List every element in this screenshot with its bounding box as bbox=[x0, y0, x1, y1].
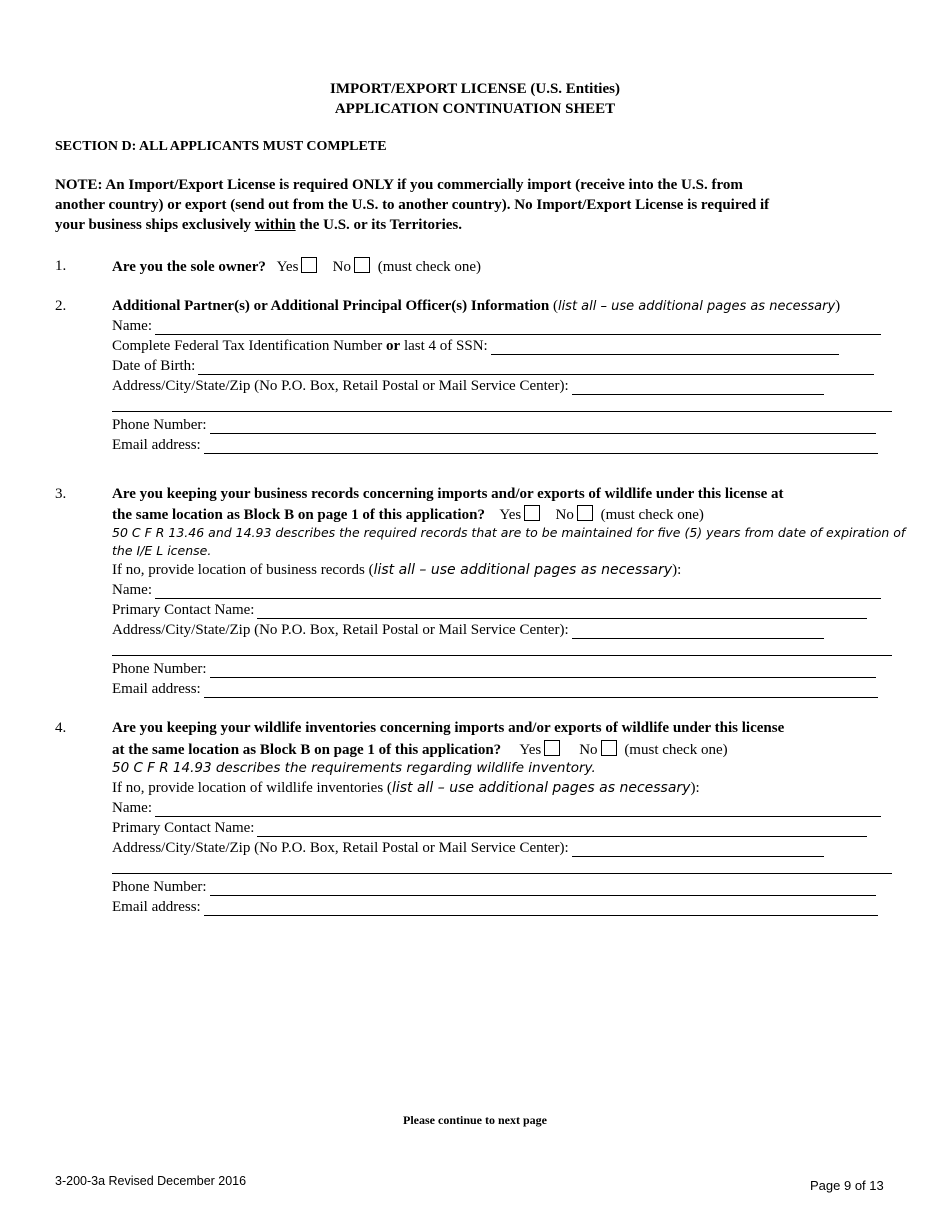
q2-tax-row bbox=[112, 337, 839, 355]
q4-if-no bbox=[112, 779, 700, 797]
q4-address-label: Address/City/State/Zip (No P.O. Box, Retail Postal or Mail Service Center): bbox=[112, 840, 569, 856]
q3-name-label: Name: bbox=[112, 582, 152, 598]
q3-cfr-line1: 50 C F R 13.46 and 14.93 describes the required records that are to be maintained for five (5) years from date of expiration of bbox=[112, 525, 906, 540]
q3-phone-row bbox=[112, 660, 876, 678]
q4-instruction: (must check one) bbox=[624, 742, 728, 758]
q4-no-label: No bbox=[579, 742, 598, 758]
q4-yes-checkbox[interactable] bbox=[544, 740, 560, 756]
q3-phone-field[interactable] bbox=[210, 663, 876, 678]
q4-row bbox=[112, 740, 728, 759]
q4-contact-field[interactable] bbox=[257, 822, 867, 837]
q3-if-no-pre: If no, provide location of business records ( bbox=[112, 562, 374, 578]
q1-yes-label: Yes bbox=[276, 259, 299, 275]
q4-number: 4. bbox=[55, 720, 67, 736]
q4-phone-label: Phone Number: bbox=[112, 879, 207, 895]
q3-yes-label: Yes bbox=[499, 507, 522, 523]
q3-address-label: Address/City/State/Zip (No P.O. Box, Retail Postal or Mail Service Center): bbox=[112, 622, 569, 638]
q1-row bbox=[112, 257, 481, 276]
q4-name-label: Name: bbox=[112, 800, 152, 816]
q2-tax-label-pre: Complete Federal Tax Identification Number bbox=[112, 338, 387, 354]
q4-address-line2[interactable] bbox=[112, 873, 892, 874]
note-line3 bbox=[55, 216, 462, 234]
q3-email-field[interactable] bbox=[204, 683, 878, 698]
q2-name-field[interactable] bbox=[155, 320, 881, 335]
q4-email-label: Email address: bbox=[112, 899, 201, 915]
q4-if-no-post: ): bbox=[690, 780, 700, 796]
q4-name-row bbox=[112, 799, 881, 817]
q4-if-no-pre: If no, provide location of wildlife inventories ( bbox=[112, 780, 392, 796]
q3-number: 3. bbox=[55, 486, 67, 502]
q3-if-no bbox=[112, 561, 681, 579]
q4-contact-label: Primary Contact Name: bbox=[112, 820, 255, 836]
form-title-line1: IMPORT/EXPORT LICENSE (U.S. Entities) bbox=[330, 81, 620, 97]
q3-contact-label: Primary Contact Name: bbox=[112, 602, 255, 618]
note-line3-post: the U.S. or its Territories. bbox=[295, 217, 463, 233]
q4-question-line2: at the same location as Block B on page 1 of this application? bbox=[112, 742, 502, 758]
q4-phone-row bbox=[112, 878, 876, 896]
q3-email-row bbox=[112, 680, 878, 698]
q2-name-label: Name: bbox=[112, 318, 152, 334]
q4-question-line1: Are you keeping your wildlife inventories concerning imports and/or exports of wildlife under this license bbox=[112, 720, 785, 736]
q3-address-line2[interactable] bbox=[112, 655, 892, 656]
q2-question: Additional Partner(s) or Additional Principal Officer(s) Information bbox=[112, 298, 550, 314]
page-number: Page 9 of 13 bbox=[810, 1178, 884, 1193]
q3-instruction: (must check one) bbox=[600, 507, 704, 523]
q2-phone-field[interactable] bbox=[210, 419, 876, 434]
q2-hint-open: ( bbox=[549, 298, 558, 314]
q2-email-row bbox=[112, 436, 878, 454]
q3-if-no-hint: list all – use additional pages as necessary bbox=[373, 562, 673, 578]
q3-phone-label: Phone Number: bbox=[112, 661, 207, 677]
note-line2: another country) or export (send out from the U.S. to another country). No Import/Export License is required if bbox=[55, 197, 770, 213]
q3-contact-row bbox=[112, 601, 867, 619]
q3-name-field[interactable] bbox=[155, 584, 881, 599]
q3-name-row bbox=[112, 581, 881, 599]
form-title-line2: APPLICATION CONTINUATION SHEET bbox=[334, 101, 616, 117]
q1-instruction: (must check one) bbox=[377, 259, 482, 275]
q2-address-line2[interactable] bbox=[112, 411, 892, 412]
q3-contact-field[interactable] bbox=[257, 604, 867, 619]
note-within-underlined: within bbox=[254, 217, 296, 233]
q3-address-row bbox=[112, 621, 824, 639]
q3-yes-checkbox[interactable] bbox=[524, 505, 540, 521]
note-line3-pre: your business ships exclusively bbox=[55, 217, 255, 233]
q2-number: 2. bbox=[55, 298, 67, 314]
q2-hint-close: ) bbox=[835, 298, 841, 314]
q2-dob-label: Date of Birth: bbox=[112, 358, 196, 374]
q3-address-field[interactable] bbox=[572, 624, 824, 639]
q1-question: Are you the sole owner? bbox=[112, 259, 266, 275]
q2-tax-label-post: last 4 of SSN: bbox=[400, 338, 488, 354]
q3-email-label: Email address: bbox=[112, 681, 201, 697]
q3-row bbox=[112, 505, 704, 524]
q4-yes-label: Yes bbox=[519, 742, 542, 758]
q1-number: 1. bbox=[55, 258, 67, 274]
q2-dob-field[interactable] bbox=[198, 360, 874, 375]
q3-if-no-post: ): bbox=[672, 562, 682, 578]
q4-contact-row bbox=[112, 819, 867, 837]
form-id: 3-200-3a Revised December 2016 bbox=[55, 1174, 247, 1188]
q4-phone-field[interactable] bbox=[210, 881, 876, 896]
q4-address-row bbox=[112, 839, 824, 857]
q2-tax-field[interactable] bbox=[491, 340, 839, 355]
q2-dob-row bbox=[112, 357, 874, 375]
continue-note: Please continue to next page bbox=[403, 1113, 547, 1127]
q4-name-field[interactable] bbox=[155, 802, 881, 817]
q4-cfr-line1: 50 C F R 14.93 describes the requirements regarding wildlife inventory. bbox=[112, 760, 596, 776]
q1-yes-checkbox[interactable] bbox=[301, 257, 317, 273]
q4-email-field[interactable] bbox=[204, 901, 878, 916]
q3-question-line2: the same location as Block B on page 1 of this application? bbox=[112, 507, 485, 523]
q3-no-checkbox[interactable] bbox=[577, 505, 593, 521]
q2-email-label: Email address: bbox=[112, 437, 201, 453]
q2-hint: list all – use additional pages as necessary bbox=[557, 299, 836, 314]
q4-email-row bbox=[112, 898, 878, 916]
q3-no-label: No bbox=[555, 507, 574, 523]
q2-name-row bbox=[112, 317, 881, 335]
q2-email-field[interactable] bbox=[204, 439, 878, 454]
q2-address-field[interactable] bbox=[572, 380, 824, 395]
q1-no-checkbox[interactable] bbox=[354, 257, 370, 273]
q4-address-field[interactable] bbox=[572, 842, 824, 857]
note-line1: NOTE: An Import/Export License is required ONLY if you commercially import (receive into the U.S. from bbox=[55, 177, 743, 193]
q1-no-label: No bbox=[332, 259, 351, 275]
q2-phone-label: Phone Number: bbox=[112, 417, 207, 433]
q2-phone-row bbox=[112, 416, 876, 434]
q2-address-row bbox=[112, 377, 824, 395]
q2-tax-label bbox=[112, 337, 488, 355]
q2-tax-label-or: or bbox=[386, 338, 401, 354]
q2-address-label: Address/City/State/Zip (No P.O. Box, Retail Postal or Mail Service Center): bbox=[112, 378, 569, 394]
q4-no-checkbox[interactable] bbox=[601, 740, 617, 756]
q2-heading bbox=[112, 297, 840, 316]
section-heading: SECTION D: ALL APPLICANTS MUST COMPLETE bbox=[55, 139, 387, 154]
q3-cfr-line2: the I/E L icense. bbox=[112, 543, 212, 558]
q4-if-no-hint: list all – use additional pages as necessary bbox=[391, 780, 691, 796]
q3-question-line1: Are you keeping your business records concerning imports and/or exports of wildlife under this license at bbox=[112, 486, 784, 502]
